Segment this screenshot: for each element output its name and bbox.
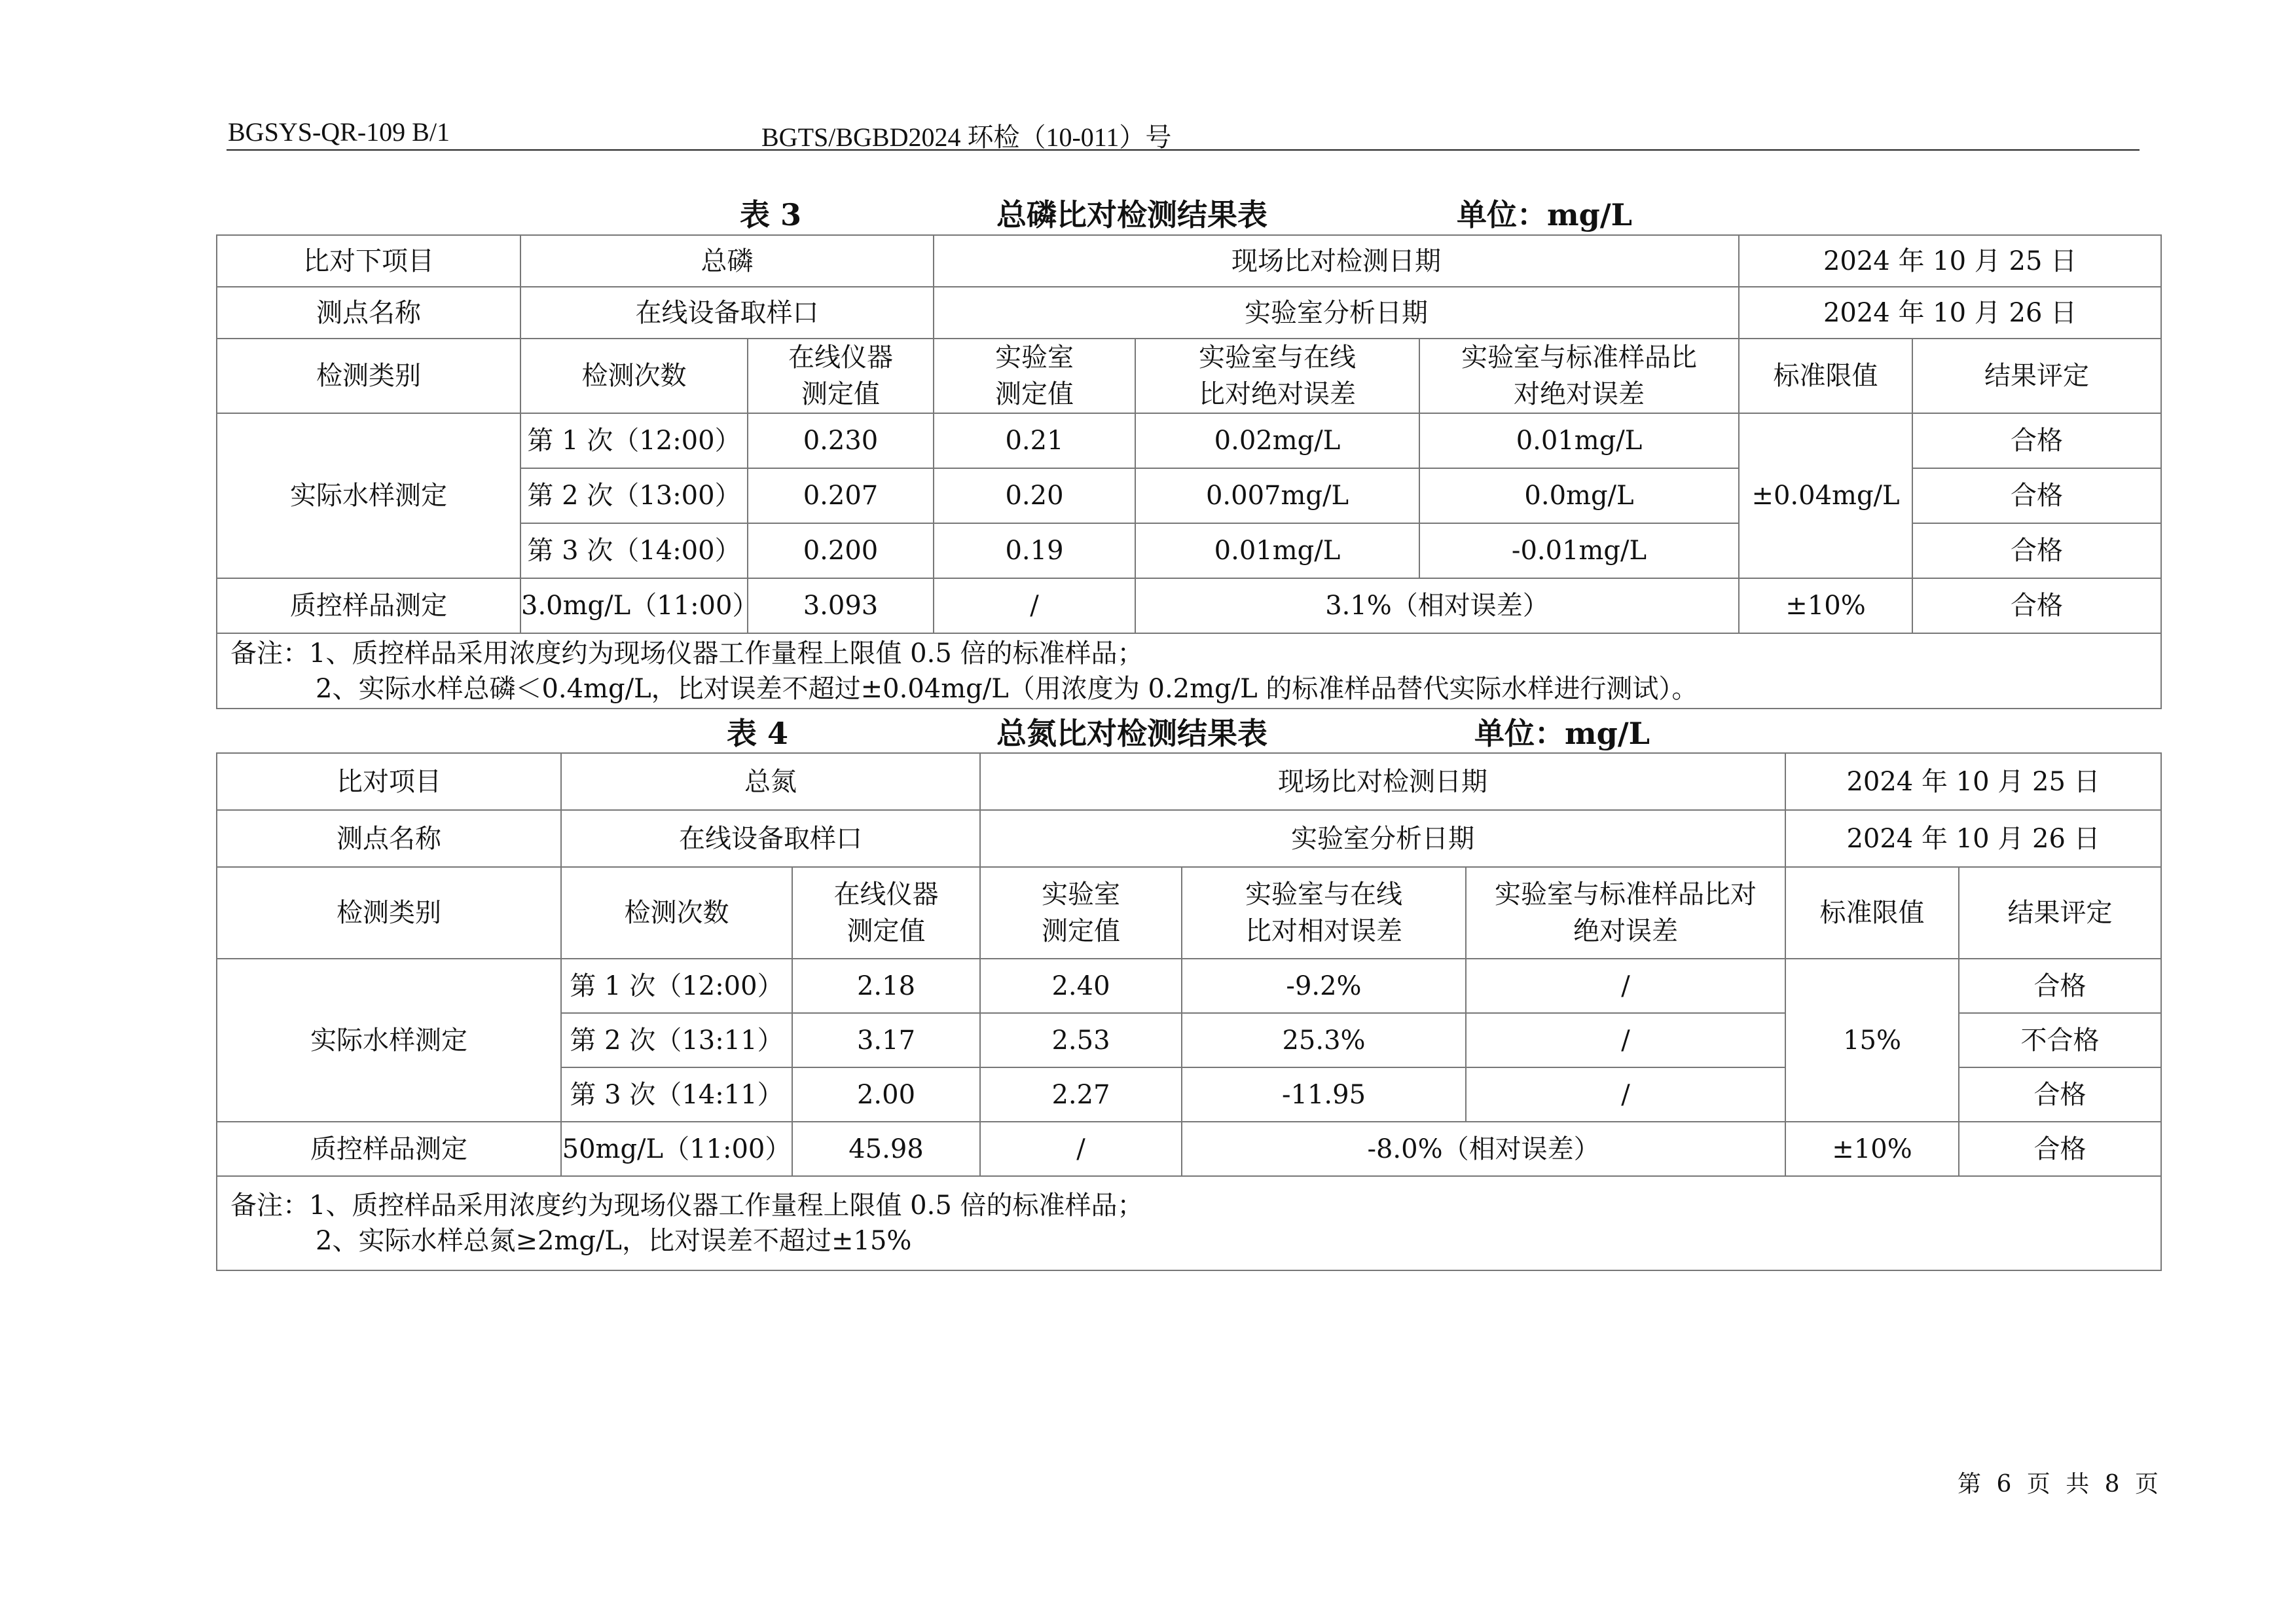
run-time: 第 3 次（14:00） (520, 523, 748, 578)
standard-error: -0.01mg/L (1419, 523, 1739, 578)
qc-lab-value: / (934, 578, 1135, 633)
table-row (217, 753, 2161, 810)
form-code: BGSYS-QR-109 B/1 (228, 117, 450, 147)
header-divider (227, 149, 2140, 151)
document-header (228, 117, 2140, 152)
qc-concentration: 50mg/L（11:00） (561, 1122, 792, 1176)
online-value: 0.207 (748, 468, 934, 523)
col-header: 在线仪器 测定值 (792, 867, 980, 959)
standard-error: / (1466, 1067, 1785, 1122)
col-header: 结果评定 (1912, 339, 2161, 413)
standard-error: 0.01mg/L (1419, 413, 1739, 468)
col-header: 检测类别 (217, 867, 561, 959)
online-value: 0.230 (748, 413, 934, 468)
qc-online-value: 3.093 (748, 578, 934, 633)
site-date: 2024 年 10 月 25 日 (1785, 753, 2161, 810)
point-label: 测点名称 (217, 810, 561, 867)
table4-title (216, 710, 2160, 756)
qc-label: 质控样品测定 (217, 578, 520, 633)
lab-value: 0.20 (934, 468, 1135, 523)
result: 合格 (1912, 468, 2161, 523)
note-line: 备注：1、质控样品采用浓度约为现场仪器工作量程上限值 0.5 倍的标准样品； (230, 1190, 1144, 1221)
col-header: 标准限值 (1785, 867, 1959, 959)
qc-result: 合格 (1912, 578, 2161, 633)
online-error: -9.2% (1182, 959, 1466, 1013)
qc-error: 3.1%（相对误差） (1135, 578, 1739, 633)
notes-row (217, 1176, 2161, 1270)
table3-number: 表 3 (740, 197, 802, 232)
col-header: 实验室 测定值 (934, 339, 1135, 413)
point-value: 在线设备取样口 (561, 810, 980, 867)
qc-error: -8.0%（相对误差） (1182, 1122, 1785, 1176)
header-row (217, 339, 2161, 413)
qc-online-value: 45.98 (792, 1122, 980, 1176)
standard-limit: 15% (1785, 959, 1959, 1122)
online-value: 2.00 (792, 1067, 980, 1122)
point-value: 在线设备取样口 (520, 287, 934, 339)
table-row (217, 810, 2161, 867)
table3-title (216, 191, 2160, 237)
qc-concentration: 3.0mg/L（11:00） (520, 578, 748, 633)
result: 合格 (1912, 413, 2161, 468)
point-label: 测点名称 (217, 287, 520, 339)
lab-value: 0.21 (934, 413, 1135, 468)
col-header: 标准限值 (1739, 339, 1912, 413)
lab-value: 2.53 (980, 1013, 1182, 1067)
online-error: 25.3% (1182, 1013, 1466, 1067)
table4-number: 表 4 (727, 716, 789, 751)
result: 合格 (1912, 523, 2161, 578)
col-header: 检测次数 (561, 867, 792, 959)
table3-name: 总磷比对检测结果表 (996, 197, 1267, 232)
col-header: 实验室与标准样品比 对绝对误差 (1419, 339, 1739, 413)
table3 (216, 234, 2162, 709)
standard-error: / (1466, 1013, 1785, 1067)
qc-lab-value: / (980, 1122, 1182, 1176)
table4-unit: 单位：mg/L (1474, 716, 1650, 751)
qc-result: 合格 (1959, 1122, 2161, 1176)
run-time: 第 2 次（13:11） (561, 1013, 792, 1067)
lab-date: 2024 年 10 月 26 日 (1739, 287, 2161, 339)
result: 不合格 (1959, 1013, 2161, 1067)
run-time: 第 2 次（13:00） (520, 468, 748, 523)
table-row (217, 287, 2161, 339)
run-time: 第 1 次（12:00） (520, 413, 748, 468)
item-value: 总氮 (561, 753, 980, 810)
result: 合格 (1959, 1067, 2161, 1122)
note-line: 2、实际水样总磷＜0.4mg/L，比对误差不超过±0.04mg/L（用浓度为 0.2mg/L 的标准样品替代实际水样进行测试）。 (316, 673, 1698, 704)
online-error: 0.007mg/L (1135, 468, 1419, 523)
qc-limit: ±10% (1785, 1122, 1959, 1176)
standard-limit: ±0.04mg/L (1739, 413, 1912, 578)
lab-date: 2024 年 10 月 26 日 (1785, 810, 2161, 867)
table4 (216, 752, 2162, 1271)
item-label: 比对下项目 (217, 235, 520, 287)
site-date: 2024 年 10 月 25 日 (1739, 235, 2161, 287)
col-header: 在线仪器 测定值 (748, 339, 934, 413)
qc-label: 质控样品测定 (217, 1122, 561, 1176)
col-header: 检测次数 (520, 339, 748, 413)
actual-sample-label: 实际水样测定 (217, 959, 561, 1122)
table-row (217, 959, 2161, 1013)
standard-error: 0.0mg/L (1419, 468, 1739, 523)
online-value: 3.17 (792, 1013, 980, 1067)
result: 合格 (1959, 959, 2161, 1013)
col-header: 实验室 测定值 (980, 867, 1182, 959)
run-time: 第 3 次（14:11） (561, 1067, 792, 1122)
page-number: 第 6 页 共 8 页 (1958, 1471, 2163, 1498)
site-date-label: 现场比对检测日期 (934, 235, 1739, 287)
note-line: 2、实际水样总氮≥2mg/L，比对误差不超过±15% (316, 1226, 912, 1256)
notes (217, 633, 2161, 709)
qc-row (217, 1122, 2161, 1176)
online-value: 0.200 (748, 523, 934, 578)
online-error: -11.95 (1182, 1067, 1466, 1122)
actual-sample-label: 实际水样测定 (217, 413, 520, 578)
col-header: 实验室与在线 比对绝对误差 (1135, 339, 1419, 413)
col-header: 检测类别 (217, 339, 520, 413)
notes-row (217, 633, 2161, 709)
lab-date-label: 实验室分析日期 (934, 287, 1739, 339)
lab-value: 2.27 (980, 1067, 1182, 1122)
col-header: 结果评定 (1959, 867, 2161, 959)
table-row (217, 413, 2161, 468)
item-label: 比对项目 (217, 753, 561, 810)
online-error: 0.02mg/L (1135, 413, 1419, 468)
lab-date-label: 实验室分析日期 (980, 810, 1785, 867)
lab-value: 0.19 (934, 523, 1135, 578)
site-date-label: 现场比对检测日期 (980, 753, 1785, 810)
note-line: 备注：1、质控样品采用浓度约为现场仪器工作量程上限值 0.5 倍的标准样品； (230, 638, 1144, 669)
col-header: 实验室与在线 比对相对误差 (1182, 867, 1466, 959)
lab-value: 2.40 (980, 959, 1182, 1013)
notes (217, 1176, 2161, 1270)
table3-unit: 单位：mg/L (1457, 197, 1632, 232)
standard-error: / (1466, 959, 1785, 1013)
header-row (217, 867, 2161, 959)
qc-limit: ±10% (1739, 578, 1912, 633)
run-time: 第 1 次（12:00） (561, 959, 792, 1013)
col-header: 实验室与标准样品比对 绝对误差 (1466, 867, 1785, 959)
item-value: 总磷 (520, 235, 934, 287)
online-error: 0.01mg/L (1135, 523, 1419, 578)
report-number: BGTS/BGBD2024 环检（10-011）号 (761, 122, 1172, 152)
table-row (217, 235, 2161, 287)
online-value: 2.18 (792, 959, 980, 1013)
qc-row (217, 578, 2161, 633)
table4-name: 总氮比对检测结果表 (996, 716, 1267, 751)
